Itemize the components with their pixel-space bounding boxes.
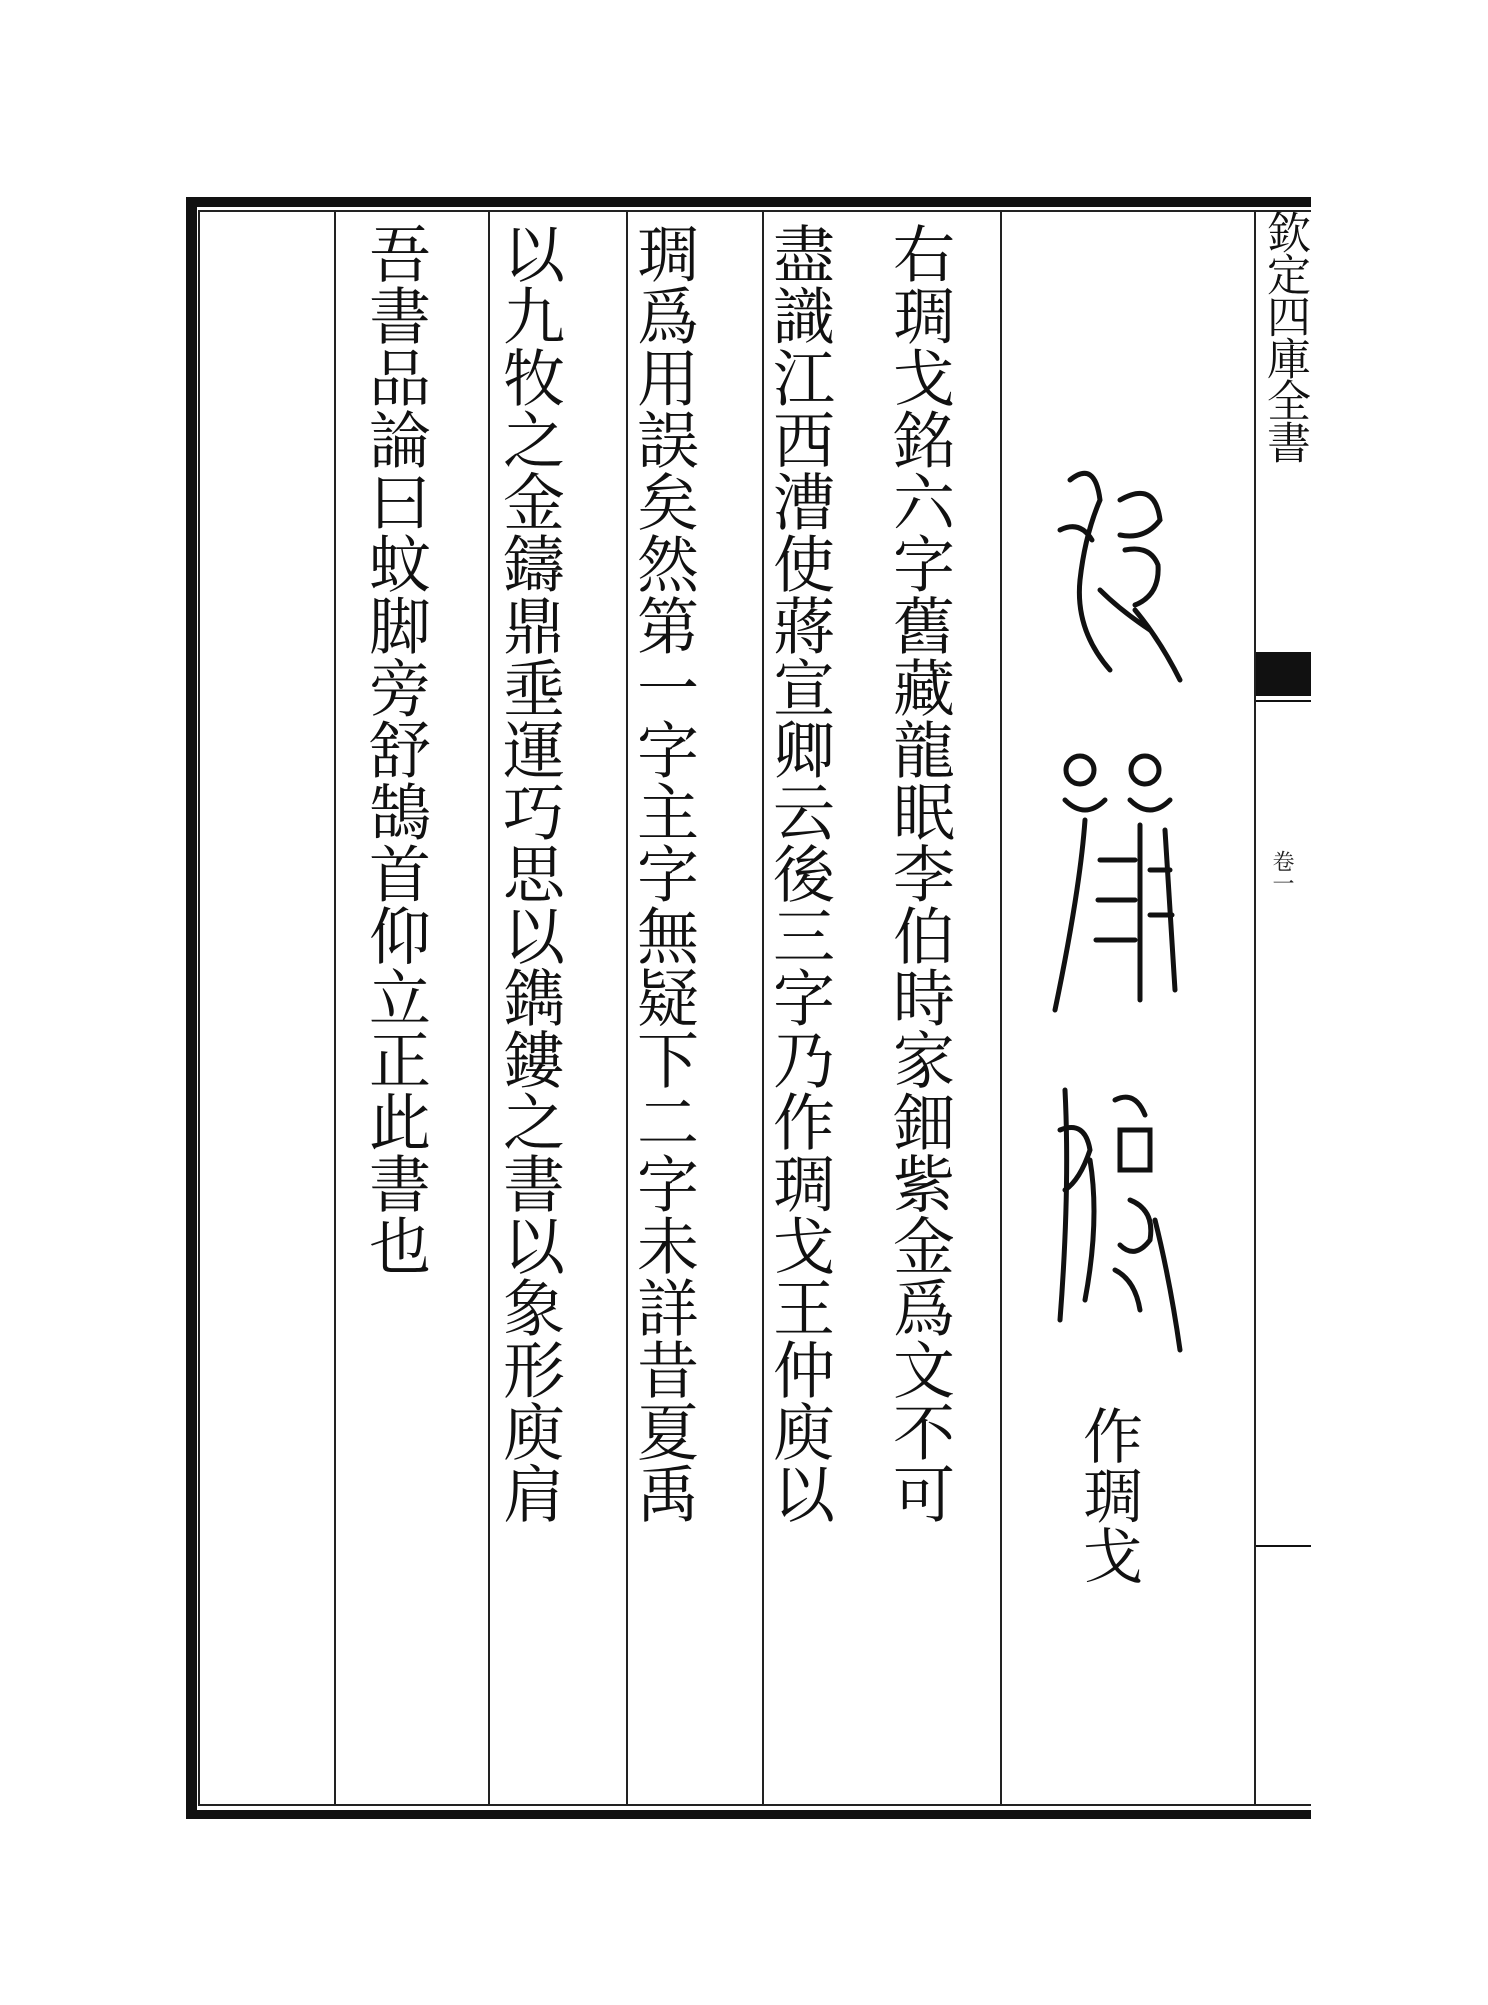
text-column-3: 琱爲用誤矣然第一字主字無疑下二字未詳昔夏禹 (626, 222, 700, 1524)
book-title-margin: 欽定四庫全書 (1259, 210, 1310, 462)
seal-caption: 作琱戈 (1073, 1405, 1143, 1585)
column-rule (334, 212, 336, 1804)
text-column-5: 吾書品論曰蚊脚旁舒鵠首仰立正此書也 (358, 222, 432, 1276)
fishtail-rule (1256, 700, 1311, 702)
margin-rule (1256, 1545, 1311, 1547)
text-column-2: 盡識江西漕使蔣宣卿云後三字乃作琱戈王仲庾以 (762, 222, 836, 1524)
fishtail-mark (1256, 652, 1311, 696)
volume-label: 卷一 (1269, 850, 1294, 894)
column-rule (1000, 212, 1002, 1804)
seal-glyph-1 (1040, 440, 1190, 700)
seal-glyph-2 (1040, 740, 1190, 1030)
seal-glyph-3 (1040, 1070, 1190, 1360)
text-column-4: 以九牧之金鑄鼎埀運巧思以鐫鏤之書以象形庾肩 (492, 222, 566, 1524)
text-column-1: 右琱戈銘六字舊藏龍眠李伯時家鈿紫金爲文不可 (882, 222, 956, 1524)
